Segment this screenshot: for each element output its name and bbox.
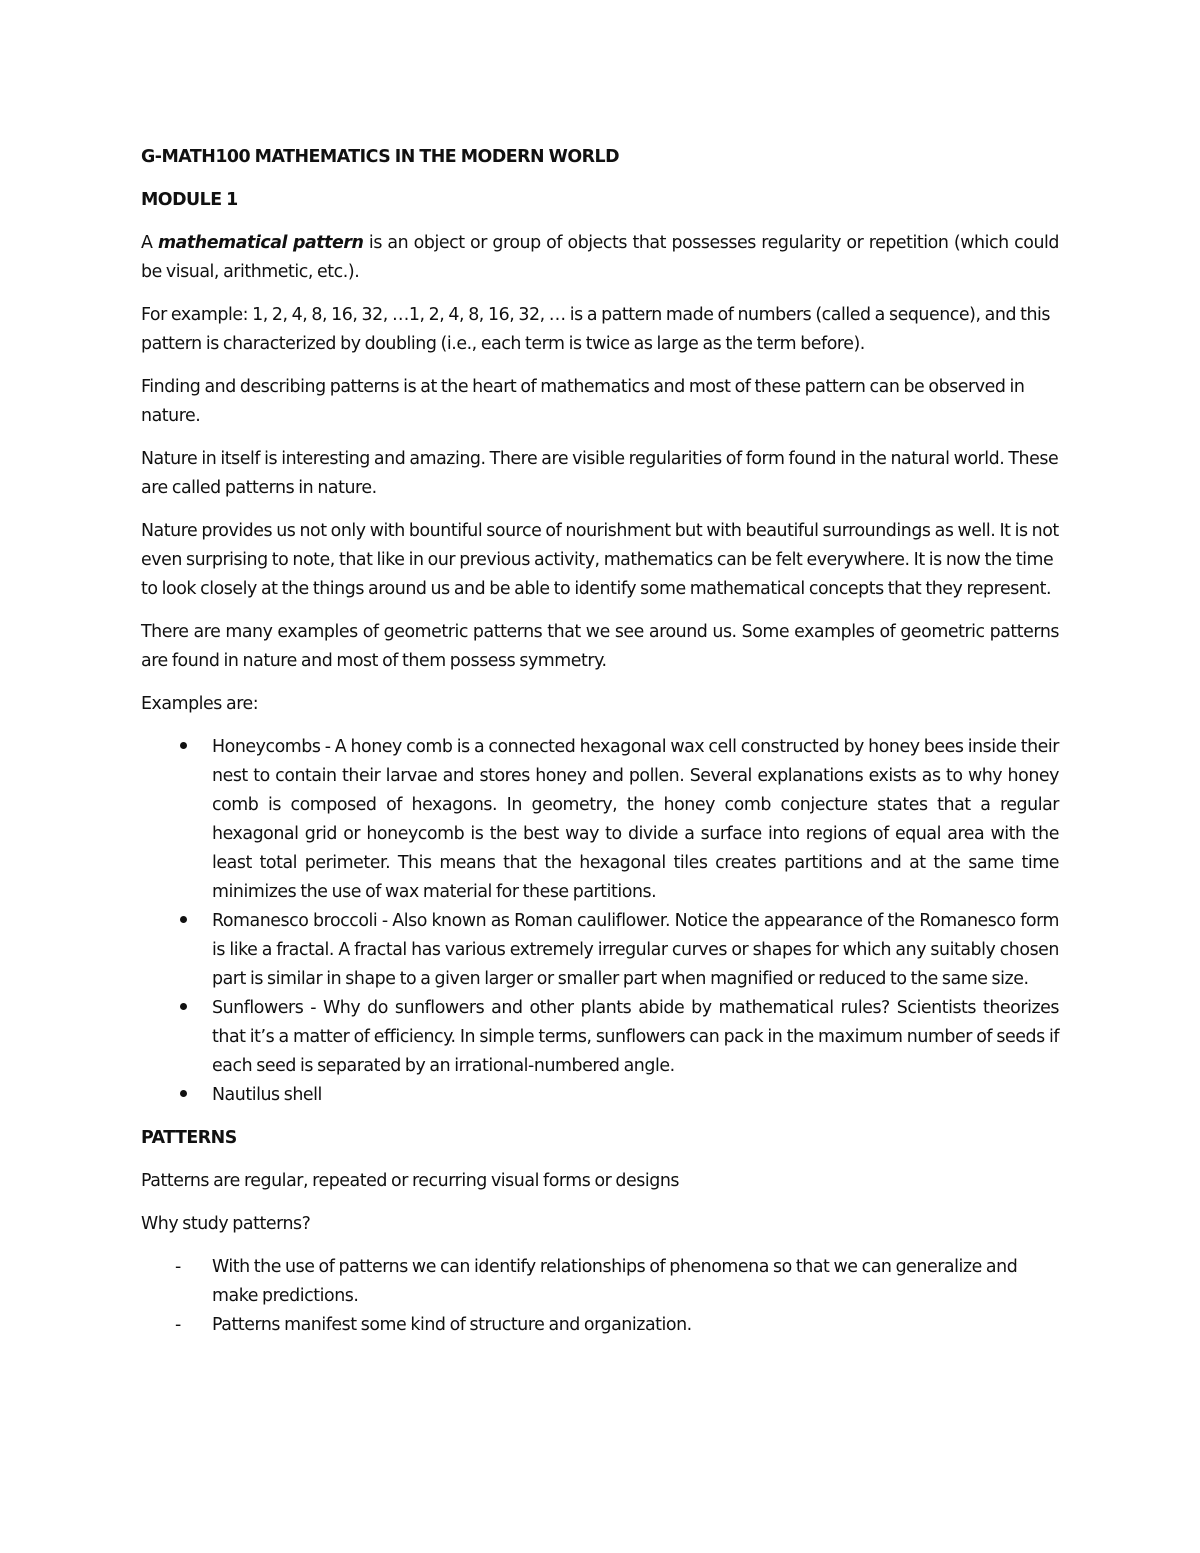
examples-intro: Examples are: (141, 694, 259, 714)
list-item-text: Romanesco broccoli - Also known as Roman cauliflower. Notice the appearance of the Romanesco form is like a fractal. A fractal has various extremely irregular curves or shapes for which any suitably chosen part is similar in shape to a given larger or smaller part when magnified or reduced to the same size. (212, 911, 1059, 989)
list-item (141, 1253, 1059, 1311)
why-study-question: Why study patterns? (141, 1214, 311, 1234)
paragraph-nature-interesting: Nature in itself is interesting and amazing. There are visible regularities of form found in the natural world. These are called patterns in nature. (141, 449, 1059, 498)
examples-list (141, 733, 1059, 1110)
list-item-text: Patterns manifest some kind of structure and organization. (212, 1315, 692, 1335)
list-item-text: Nautilus shell (212, 1085, 322, 1105)
dash-icon: - (175, 1315, 181, 1335)
course-title: G-MATH100 MATHEMATICS IN THE MODERN WORLD (141, 147, 620, 167)
dash-icon: - (175, 1257, 181, 1277)
list-item-text: With the use of patterns we can identify relationships of phenomena so that we can generalize and make predictions. (212, 1257, 1018, 1306)
definition-prefix: A (141, 233, 158, 253)
list-item (141, 733, 1059, 907)
list-item (141, 907, 1059, 994)
bullet-icon (173, 733, 193, 762)
module-heading: MODULE 1 (141, 190, 238, 210)
paragraph-patterns-heart: Finding and describing patterns is at the heart of mathematics and most of these pattern can be observed in nature. (141, 377, 1025, 426)
list-item (141, 1311, 1059, 1340)
why-study-list (141, 1253, 1059, 1340)
patterns-definition: Patterns are regular, repeated or recurring visual forms or designs (141, 1171, 680, 1191)
definition-rest: is an object or group of objects that possesses regularity or repetition (which could be visual, arithmetic, etc.). (141, 233, 1059, 282)
list-item (141, 1081, 1059, 1110)
document-page (141, 143, 1059, 1340)
definition-term: mathematical pattern (157, 233, 364, 253)
definition-paragraph (141, 229, 1059, 287)
patterns-heading: PATTERNS (141, 1128, 237, 1148)
example-paragraph: For example: 1, 2, 4, 8, 16, 32, …1, 2, 4, 8, 16, 32, … is a pattern made of numbers (called a sequence), and this pattern is characterized by doubling (i.e., each term is twice as large as the term before). (141, 305, 1051, 354)
list-item-text: Sunflowers - Why do sunflowers and other plants abide by mathematical rules? Scientists theorizes that it’s a matter of efficiency. In simple terms, sunflowers can pack in the maximum number of seeds if each seed is separated by an irrational-numbered angle. (212, 998, 1059, 1076)
list-item (141, 994, 1059, 1081)
bullet-icon (173, 907, 193, 936)
list-item-text: Honeycombs - A honey comb is a connected hexagonal wax cell constructed by honey bees inside their nest to contain their larvae and stores honey and pollen. Several explanations exists as to why honey comb is composed of hexagons. In geometry, the honey comb conjecture states that a regular hexagonal grid or honeycomb is the best way to divide a surface into regions of equal area with the least total perimeter. This means that the hexagonal tiles creates partitions and at the same time minimizes the use of wax material for these partitions. (212, 737, 1059, 902)
bullet-icon (173, 994, 193, 1023)
paragraph-nature-provides: Nature provides us not only with bountiful source of nourishment but with beautiful surroundings as well. It is not even surprising to note, that like in our previous activity, mathematics can be felt everywhere. It is now the time to look closely at the things around us and be able to identify some mathematical concepts that they represent. (141, 521, 1059, 599)
paragraph-geometric-patterns: There are many examples of geometric patterns that we see around us. Some examples of geometric patterns are found in nature and most of them possess symmetry. (141, 622, 1059, 671)
bullet-icon (173, 1081, 193, 1110)
